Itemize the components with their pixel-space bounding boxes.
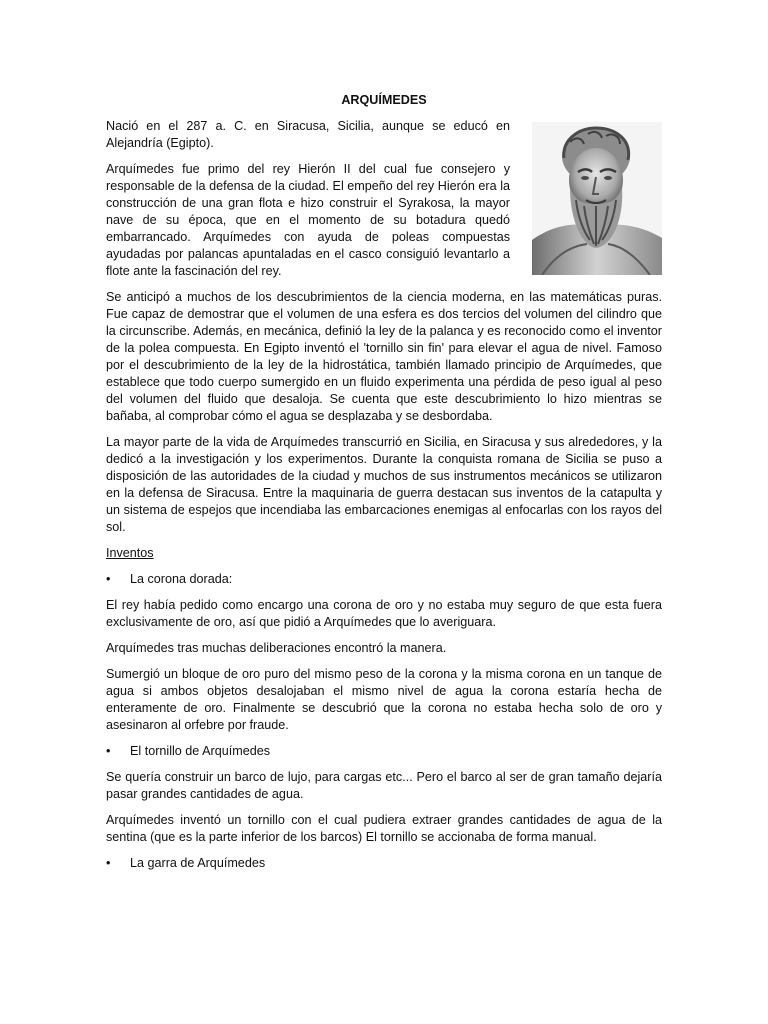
paragraph-corona-1: El rey había pedido como encargo una corona de oro y no estaba muy seguro de que esta fuera exclusivamente de oro, así que pidió a Arquímedes que lo averiguara.: [106, 598, 662, 629]
bullet-item: [106, 571, 662, 588]
bullet-item: [106, 743, 662, 760]
bullet-text: La corona dorada:: [130, 572, 233, 586]
paragraph-tornillo-1: Se quería construir un barco de lujo, para cargas etc... Pero el barco al ser de gran tamaño dejaría pasar grandes cantidades de agua.: [106, 770, 662, 801]
document-title: ARQUÍMEDES: [341, 93, 427, 107]
bullet-item: [106, 855, 662, 872]
bullet-text: La garra de Arquímedes: [130, 856, 266, 870]
document-body: [106, 92, 662, 881]
bullet-marker: •: [106, 744, 111, 758]
bullet-text: El tornillo de Arquímedes: [130, 744, 271, 758]
paragraph-hieron: Arquímedes fue primo del rey Hierón II del cual fue consejero y responsable de la defensa de la ciudad. El empeño del rey Hierón era la construcción de una gran flota e hizo construir el Syrakosa, la mayor nave de su época, que en el momento de su botadura quedó embarrancado. Arquímedes con ayuda de poleas compuestas ayudadas por palancas apuntaladas en el casco consiguió levantarlo a flote ante la fascinación del rey.: [106, 162, 510, 278]
paragraph-discoveries: Se anticipó a muchos de los descubrimientos de la ciencia moderna, en las matemáticas puras. Fue capaz de demostrar que el volumen de una esfera es dos tercios del volumen del cilindro que la circunscribe. Además, en mecánica, definió la ley de la palanca y es reconocido como el inventor de la polea compuesta. En Egipto inventó el 'tornillo sin fin' para elevar el agua de nivel. Famoso por el descubrimiento de la ley de la hidrostática, también llamado principio de Arquímedes, que establece que todo cuerpo sumergido en un fluido experimenta una pérdida de peso igual al peso del volumen del fluido que desaloja. Se cuenta que este descubrimiento lo hizo mientras se bañaba, al comprobar cómo el agua se desplazaba y se desbordaba.: [106, 290, 662, 423]
section-heading-inventos: Inventos: [106, 546, 154, 560]
paragraph-life-sicily: La mayor parte de la vida de Arquímedes transcurrió en Sicilia, en Siracusa y sus alrededores, y la dedicó a la investigación y los experimentos. Durante la conquista romana de Sicilia se puso a disposición de las autoridades de la ciudad y muchos de sus instrumentos mecánicos se utilizaron en la defensa de Siracusa. Entre la maquinaria de guerra destacan sus inventos de la catapulta y un sistema de espejos que incendiaba las embarcaciones enemigas al enfocarlas con los rayos del sol.: [106, 435, 662, 534]
bullet-marker: •: [106, 572, 111, 586]
paragraph-corona-3: Sumergió un bloque de oro puro del mismo peso de la corona y la misma corona en un tanque de agua si ambos objetos desalojaban el mismo nivel de agua la corona estaría hecha de enteramente de oro. Finalmente se descubrió que la corona no estaba hecha solo de oro y asesinaron al orfebre por fraude.: [106, 667, 662, 732]
paragraph-birth: Nació en el 287 a. C. en Siracusa, Sicilia, aunque se educó en Alejandría (Egipto).: [106, 119, 510, 150]
bullet-marker: •: [106, 856, 111, 870]
paragraph-tornillo-2: Arquímedes inventó un tornillo con el cual pudiera extraer grandes cantidades de agua de la sentina (que es la parte inferior de los barcos) El tornillo se accionaba de forma manual.: [106, 813, 662, 844]
paragraph-corona-2: Arquímedes tras muchas deliberaciones encontró la manera.: [106, 641, 447, 655]
